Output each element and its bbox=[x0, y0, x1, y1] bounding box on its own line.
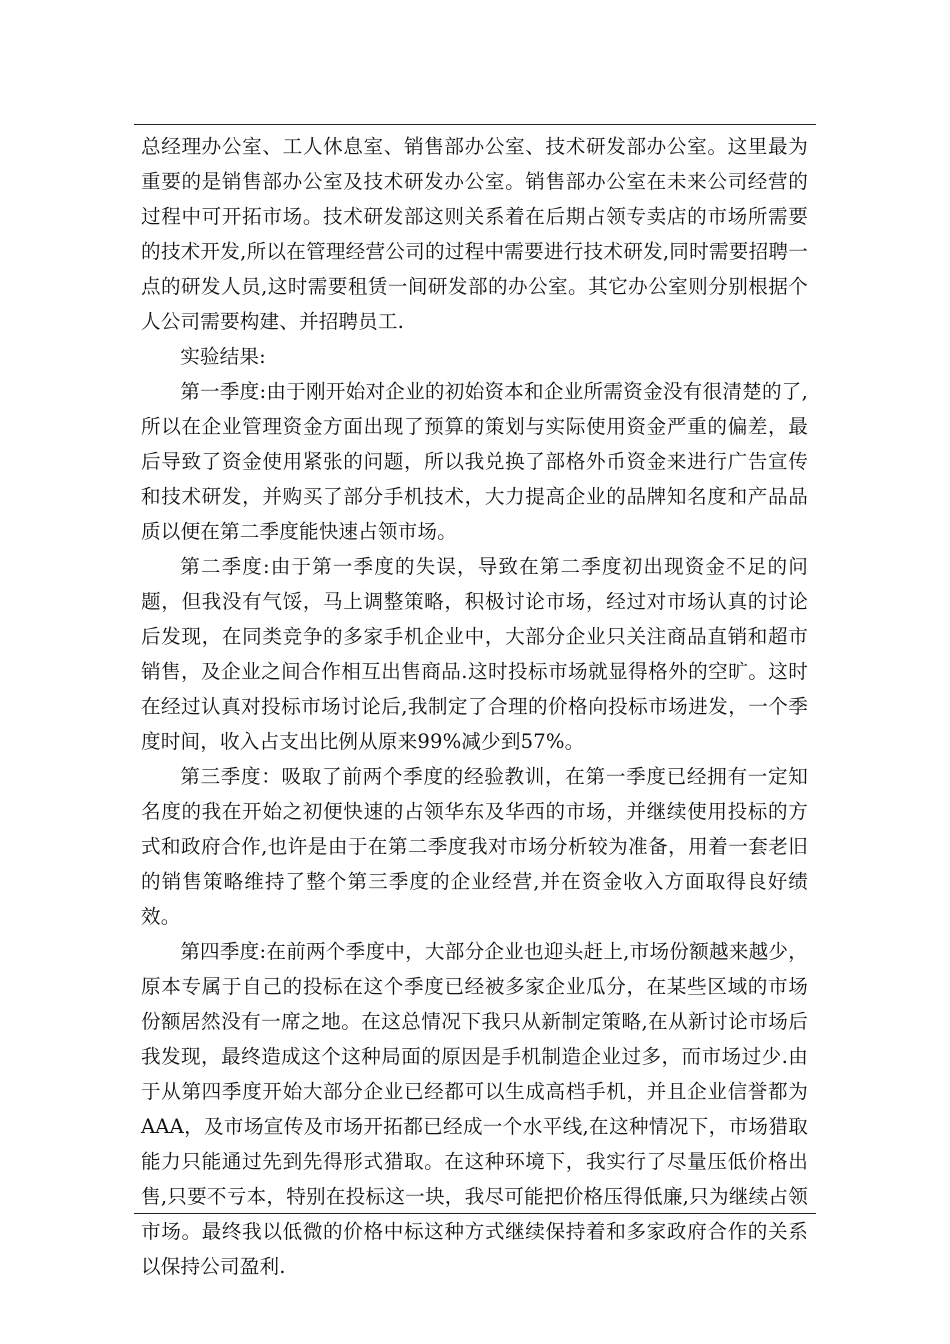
body-text bbox=[141, 129, 808, 1284]
footer-rule bbox=[134, 1213, 816, 1214]
paragraph-quarter-1: 第一季度:由于刚开始对企业的初始资本和企业所需资金没有很清楚的了,所以在企业管理资金方面出现了预算的策划与实际使用资金严重的偏差，最后导致了资金使用紧张的问题，所以我兑换了部格外币资金来进行广告宣传和技术研发，并购买了部分手机技术，大力提高企业的品牌知名度和产品品质以便在第二季度能快速占领市场。 bbox=[141, 380, 808, 543]
paragraph-quarter-4: 第四季度:在前两个季度中，大部分企业也迎头赶上,市场份额越来越少，原本专属于自己的投标在这个季度已经被多家企业瓜分，在某些区域的市场份额居然没有一席之地。在这总情况下我只从新制定策略,在从新讨论市场后我发现，最终造成这个这种局面的原因是手机制造企业过多，而市场过少.由于从第四季度开始大部分企业已经都可以生成高档手机，并且企业信誉都为 AAA，及市场宣传及市场开拓都已经成一个水平线,在这种情况下，市场猎取能力只能通过先到先得形式猎取。在这种环境下，我实行了尽量压低价格出售,只要不亏本，特别在投标这一块，我尽可能把价格压得低廉,只为继续占领市场。最终我以低微的价格中标这种方式继续保持着和多家政府合作的关系以保持公司盈利. bbox=[141, 940, 808, 1278]
paragraph-quarter-3: 第三季度：吸取了前两个季度的经验教训，在第一季度已经拥有一定知名度的我在开始之初便快速的占领华东及华西的市场，并继续使用投标的方式和政府合作,也许是由于在第二季度我对市场分析较为准备，用着一套老旧的销售策略维持了整个第三季度的企业经营,并在资金收入方面取得良好绩效。 bbox=[141, 765, 808, 928]
header-rule bbox=[134, 124, 816, 125]
paragraph-offices: 总经理办公室、工人休息室、销售部办公室、技术研发部办公室。这里最为重要的是销售部办公室及技术研发办公室。销售部办公室在未来公司经营的过程中可开拓市场。技术研发部这则关系着在后期占领专卖店的市场所需要的技术开发,所以在管理经营公司的过程中需要进行技术研发,同时需要招聘一点的研发人员,这时需要租赁一间研发部的办公室。其它办公室则分别根据个人公司需要构建、并招聘员工. bbox=[141, 135, 808, 333]
paragraph-quarter-2: 第二季度:由于第一季度的失误，导致在第二季度初出现资金不足的问题，但我没有气馁，马上调整策略，积极讨论市场，经过对市场认真的讨论后发现，在同类竞争的多家手机企业中，大部分企业只关注商品直销和超市销售，及企业之间合作相互出售商品.这时投标市场就显得格外的空旷。这时在经过认真对投标市场讨论后,我制定了合理的价格向投标市场进发，一个季度时间，收入占支出比例从原来99%减少到57%。 bbox=[141, 555, 808, 753]
paragraph-results-heading: 实验结果: bbox=[180, 345, 266, 368]
